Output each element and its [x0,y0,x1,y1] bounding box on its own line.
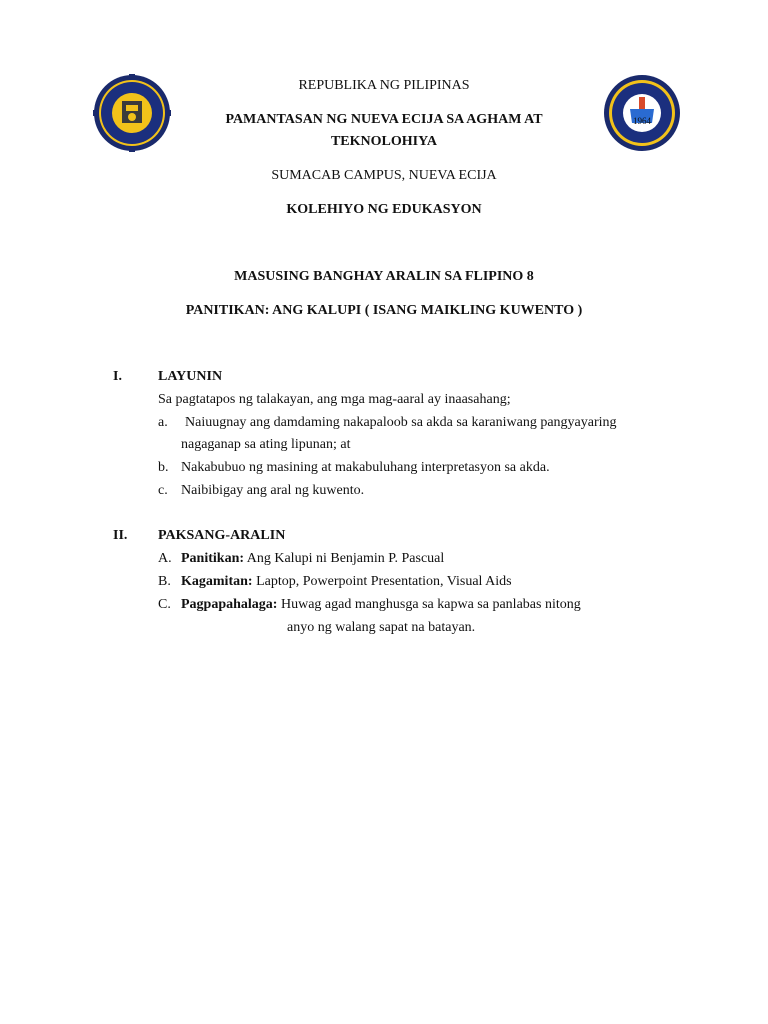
section2-numeral: II. [113,528,128,543]
university-name-line1: PAMANTASAN NG NUEVA ECIJA SA AGHAM AT [225,112,543,127]
topic-a-text: Ang Kalupi ni Benjamin P. Pascual [246,551,445,566]
section1-heading: LAYUNIN [158,369,223,384]
objective-a-letter: a. [158,415,168,430]
college-line: KOLEHIYO NG EDUKASYON [286,202,482,217]
topic-c-letter: C. [158,597,171,612]
topic-a-row [181,551,444,567]
section1-numeral: I. [113,369,122,384]
topic-b-text: Laptop, Powerpoint Presentation, Visual Aids [256,574,512,589]
lesson-plan-subtitle: PANITIKAN: ANG KALUPI ( ISANG MAIKLING KUWENTO ) [185,303,583,318]
republic-line: REPUBLIKA NG PILIPINAS [298,78,470,93]
topic-c-label: Pagpapahalaga: [181,597,278,612]
objective-c-text: Naibibigay ang aral ng kuwento. [181,483,365,498]
topic-c-row [181,597,581,613]
campus-line: SUMACAB CAMPUS, NUEVA ECIJA [271,168,497,183]
topic-c-text: Huwag agad manghusga sa kapwa sa panlabas nitong [280,597,581,612]
section1-intro: Sa pagtatapos ng talakayan, ang mga mag-aaral ay inaasahang; [158,392,511,407]
lesson-plan-title: MASUSING BANGHAY ARALIN SA FLIPINO 8 [234,269,534,284]
topic-a-letter: A. [158,551,172,566]
objective-c-letter: c. [158,483,168,498]
objective-a-text-continued: nagaganap sa ating lipunan; at [181,437,351,452]
objective-a-text: Naiuugnay ang damdaming nakapaloob sa akda sa karaniwang pangyayaring [185,415,617,430]
topic-b-row [181,574,512,590]
topic-b-label: Kagamitan: [181,574,253,589]
section2-heading: PAKSANG-ARALIN [158,528,286,543]
objective-b-text: Nakabubuo ng masining at makabuluhang interpretasyon sa akda. [181,460,550,475]
university-name-line2: TEKNOLOHIYA [330,134,438,149]
topic-c-text-continued: anyo ng walang sapat na batayan. [287,620,476,635]
svg-text:1964: 1964 [633,116,651,126]
topic-a-label: Panitikan: [181,551,245,566]
objective-b-letter: b. [158,460,169,475]
topic-b-letter: B. [158,574,171,589]
